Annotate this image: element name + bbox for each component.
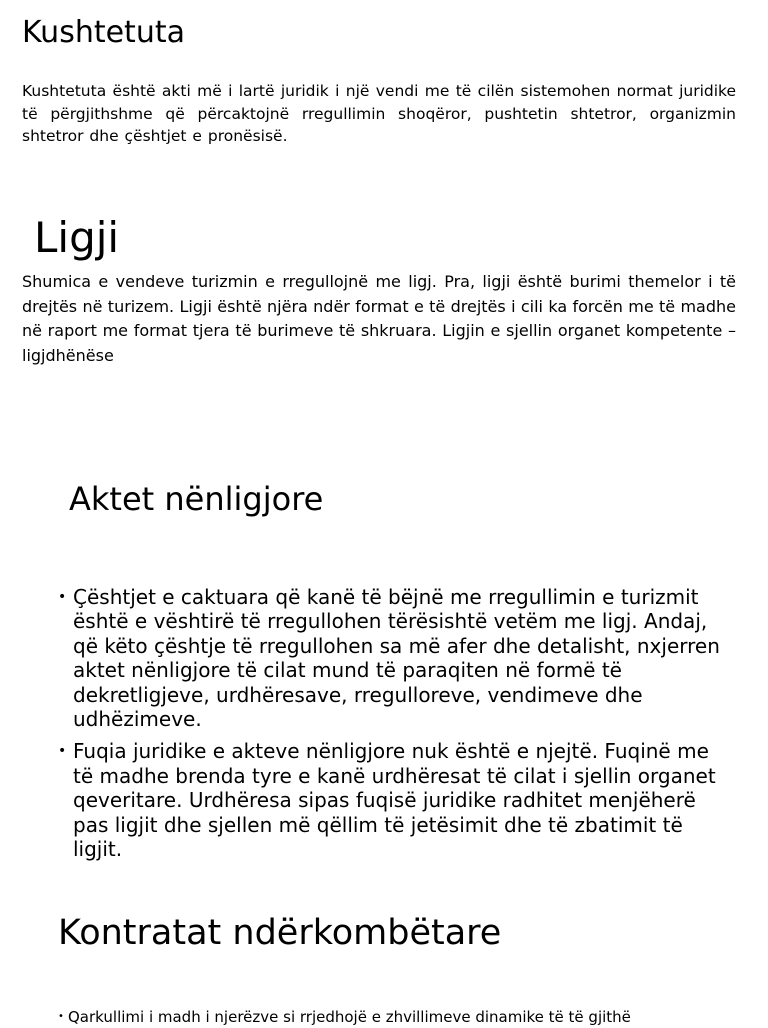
list-item-text: Fuqia juridike e akteve nënligjore nuk është e njejtë. Fuqinë me të madhe brenda tyre e kanë urdhëresat të cilat i sjellin organet qeveritare. Urdhëresa sipas fuqisë juridike radhitet menjëherë pas ligjit dhe sjellen më qëllim të jetësimit dhe të zbatimit të ligjit. bbox=[73, 739, 716, 862]
kushtetuta-heading: Kushtetuta bbox=[22, 15, 185, 50]
list-item bbox=[56, 739, 728, 861]
list-item-text: Çështjet e caktuara që kanë të bëjnë me rregullimin e turizmit është e vështirë të rregullohen tërësishtë vetëm me ligj. Andaj, që këto çështje të rregullohen sa më afer dhe detalisht, nxjerren aktet nënligjore të cilat mund të paraqiten në formë të dekretligjeve, urdhëresave, rregulloreve, vendimeve dhe udhëzimeve. bbox=[73, 585, 720, 732]
ligji-heading: Ligji bbox=[34, 213, 120, 262]
bullet-icon: • bbox=[58, 1011, 64, 1022]
bullet-icon: • bbox=[58, 589, 67, 605]
kontratat-nderkombetare-heading: Kontratat ndërkombëtare bbox=[58, 913, 502, 953]
list-item bbox=[56, 585, 728, 731]
list-item bbox=[58, 1006, 738, 1028]
list-item-text: Qarkullimi i madh i njerëzve si rrjedhojë e zhvillimeve dinamike të të gjithë bbox=[68, 1008, 631, 1026]
kontratat-nderkombetare-list bbox=[58, 1006, 738, 1028]
kushtetuta-paragraph: Kushtetuta është akti më i lartë juridik i një vendi me të cilën sistemohen normat juridike të përgjithshme që përcaktojnë rregullimin shoqëror, pushtetin shtetror, organizmin shtetror dhe çështjet e pronësisë. bbox=[22, 82, 736, 145]
ligji-paragraph: Shumica e vendeve turizmin e rregullojnë me ligj. Pra, ligji është burimi themelor i të drejtës në turizem. Ligji është njëra ndër format e të drejtës i cili ka forcën me të madhe në raport me format tjera të burimeve të shkruara. Ligjin e sjellin organet kompetente – ligjdhënëse bbox=[22, 272, 736, 365]
bullet-icon: • bbox=[58, 743, 67, 760]
aktet-nenligjore-list bbox=[56, 585, 728, 869]
aktet-nenligjore-heading: Aktet nënligjore bbox=[69, 480, 324, 518]
